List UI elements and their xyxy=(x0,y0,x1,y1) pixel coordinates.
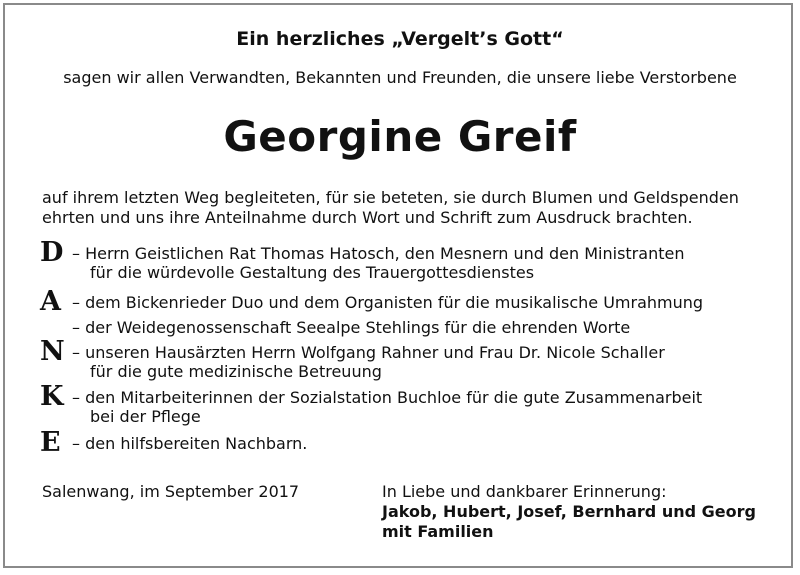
closing-names: Jakob, Hubert, Josef, Bernhard und Georg xyxy=(382,502,756,521)
danke-entry xyxy=(72,244,684,282)
place-date: Salenwang, im September 2017 xyxy=(42,482,300,501)
danke-entry-line: – unseren Hausärzten Herrn Wolfgang Rahner und Frau Dr. Nicole Schaller xyxy=(72,343,665,362)
danke-entry-line: – der Weidegenossenschaft Seealpe Stehlings für die ehrenden Worte xyxy=(72,318,631,337)
body-line: auf ihrem letzten Weg begleiteten, für sie beteten, sie durch Blumen und Geldspenden xyxy=(42,188,739,207)
danke-entry xyxy=(72,434,307,453)
danke-entry xyxy=(72,318,630,337)
danke-letter: K xyxy=(40,381,64,412)
danke-entry xyxy=(72,343,665,381)
danke-entry-line: – den Mitarbeiterinnen der Sozialstation Buchloe für die gute Zusammenarbeit xyxy=(72,388,703,407)
danke-entry-line: für die gute medizinische Betreuung xyxy=(90,362,382,381)
intro-text: sagen wir allen Verwandten, Bekannten und Freunden, die unsere liebe Verstorbene xyxy=(63,68,737,87)
danke-letter: N xyxy=(40,336,65,367)
danke-entry-line: bei der Pflege xyxy=(90,407,201,426)
danke-entry-line: – dem Bickenrieder Duo und dem Organisten für die musikalische Umrahmung xyxy=(72,293,704,312)
danke-entry xyxy=(72,388,702,426)
closing-line: In Liebe und dankbarer Erinnerung: xyxy=(382,482,667,501)
danke-letter: D xyxy=(40,237,64,268)
danke-letter: A xyxy=(40,286,61,317)
danke-entry xyxy=(72,293,703,312)
closing-families: mit Familien xyxy=(382,522,494,541)
closing-signature xyxy=(382,482,756,542)
notice-heading: Ein herzliches „Vergelt’s Gott“ xyxy=(236,28,564,50)
danke-letter: E xyxy=(40,427,61,458)
deceased-name: Georgine Greif xyxy=(223,112,577,161)
danke-entry-line: – den hilfsbereiten Nachbarn. xyxy=(72,434,308,453)
danke-entry-line: – Herrn Geistlichen Rat Thomas Hatosch, den Mesnern und den Ministranten xyxy=(72,244,685,263)
body-text xyxy=(42,188,772,228)
danke-entry-line: für die würdevolle Gestaltung des Trauergottesdienstes xyxy=(90,263,535,282)
body-line: ehrten und uns ihre Anteilnahme durch Wort und Schrift zum Ausdruck brachten. xyxy=(42,208,693,227)
